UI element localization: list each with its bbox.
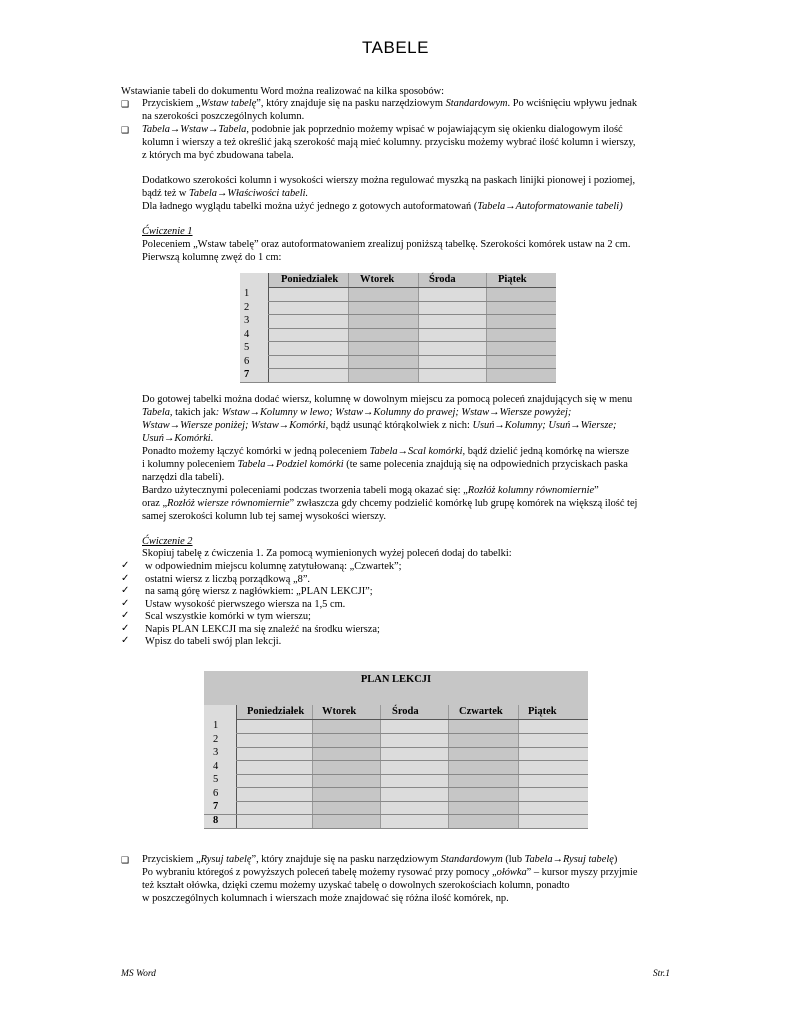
exercise2-item: na samą górę wiersz z nagłówkiem: „PLAN LEKCJI”; <box>145 586 373 597</box>
table2-row-number: 5 <box>213 774 219 785</box>
footer-left: MS Word <box>121 969 156 979</box>
item3-text: Przyciskiem „Rysuj tabelę”, który znajduje się na pasku narzędziowym Standardowym (lub Tabela→Rysuj tabelę) <box>142 854 618 865</box>
exercise1-heading: Ćwiczenie 1 <box>142 226 193 237</box>
exercise2-item: Ustaw wysokość pierwszego wiersza na 1,5 cm. <box>145 599 346 610</box>
table1-header-wednesday: Środa <box>429 274 456 285</box>
page-title: TABELE <box>362 38 429 57</box>
table1-row-number: 7 <box>244 369 250 380</box>
checkbox-bullet-icon: ❑ <box>121 126 130 136</box>
table2-row-number: 6 <box>213 788 219 799</box>
table2-row-number: 4 <box>213 761 219 772</box>
para3-line5: Ponadto możemy łączyć komórki w jedną poleceniem Tabela→Scal komórki, bądź dzielić jedną komórkę na wiersze <box>142 446 629 457</box>
table1-header-tuesday: Wtorek <box>360 274 395 285</box>
para3-line2: Tabela, takich jak: Wstaw→Kolumny w lewo; Wstaw→Kolumny do prawej; Wstaw→Wiersze powyżej; <box>142 407 572 418</box>
para3-line1: Do gotowej tabelki można dodać wiersz, kolumnę w dowolnym miejscu za pomocą poleceń znajdujących się w menu <box>142 394 633 405</box>
table-1 <box>240 273 556 383</box>
check-icon: ✓ <box>121 610 130 621</box>
item2-text: Tabela→Wstaw→Tabela, podobnie jak poprzednio możemy wpisać w pojawiającym się okienku dialogowym ilość <box>142 124 623 135</box>
exercise2-item: ostatni wiersz z liczbą porządkową „8”. <box>145 574 311 585</box>
para2-line2: bądź też w Tabela→Właściwości tabeli. <box>142 188 309 199</box>
para3-line8: Bardzo użytecznymi poleceniami podczas tworzenia tabeli mogą okazać się: „Rozłóż kolumny równomiernie” <box>142 485 599 496</box>
table1-row-number: 3 <box>244 315 250 326</box>
exercise2-item: Scal wszystkie komórki w tym wierszu; <box>145 611 311 622</box>
exercise2-item: w odpowiednim miejscu kolumnę zatytułowaną: „Czwartek”; <box>145 561 402 572</box>
table1-row-number: 1 <box>244 288 250 299</box>
check-icon: ✓ <box>121 598 130 609</box>
para3-line10: samej szerokości kolumn lub tej samej wysokości wierszy. <box>142 511 387 522</box>
item1-line2: na szerokości poszczególnych kolumn. <box>142 111 305 122</box>
para2-line1: Dodatkowo szerokości kolumn i wysokości wierszy można regulować myszką na paskach linijki pionowej i poziomej, <box>142 175 636 186</box>
para3-line7: narzędzi dla tabeli). <box>142 472 225 483</box>
item3-line4: w poszczególnych kolumnach i wierszach może znajdować się różna ilość komórek, np. <box>142 893 509 904</box>
table-2 <box>204 671 588 829</box>
check-icon: ✓ <box>121 560 130 571</box>
check-icon: ✓ <box>121 585 130 596</box>
table2-title: PLAN LEKCJI <box>360 674 432 685</box>
table2-header-wednesday: Środa <box>392 706 419 717</box>
exercise1-line2: Pierwszą kolumnę zwęź do 1 cm: <box>142 252 282 263</box>
exercise2-item: Wpisz do tabeli swój plan lekcji. <box>145 636 282 647</box>
footer-page-number: Str.1 <box>652 969 670 979</box>
table1-row-number: 2 <box>244 302 250 313</box>
para3-line9: oraz „Rozłóż wiersze równomiernie” zwłaszcza gdy chcemy podzielić komórkę lub grupę komórek na większą ilość tej <box>142 498 638 509</box>
table1-header-monday: Poniedziałek <box>281 274 339 285</box>
table2-header-friday: Piątek <box>528 706 557 717</box>
para3-line4: Usuń→Komórki. <box>142 433 214 444</box>
check-icon: ✓ <box>121 635 130 646</box>
checkbox-bullet-icon: ❑ <box>121 100 130 110</box>
para3-line6: i kolumny poleceniem Tabela→Podziel komórki (te same polecenia znajdują się na odpowiednich przyciskach paska <box>142 459 628 470</box>
table2-row-number: 1 <box>213 720 219 731</box>
table2-row-number: 2 <box>213 734 219 745</box>
exercise2-heading: Ćwiczenie 2 <box>142 536 193 547</box>
item3-line3: też kształt ołówka, dzięki czemu możemy uzyskać tabelę o dowolnych szerokościach kolumn, ponadto <box>142 880 570 891</box>
table1-row-number: 4 <box>244 329 250 340</box>
table2-row-number: 7 <box>213 801 219 812</box>
para2-line3: Dla ładnego wyglądu tabelki można użyć jednego z gotowych autoformatowań (Tabela→Autoformatowanie tabeli) <box>142 201 623 212</box>
check-icon: ✓ <box>121 573 130 584</box>
checkbox-bullet-icon: ❑ <box>121 856 130 866</box>
item2-line2: kolumn i wierszy a też określić jaką szerokość mają mieć kolumny. przycisku możemy wybrać ilość kolumn i wierszy, <box>142 137 636 148</box>
item1-text: Przyciskiem „Wstaw tabelę”, który znajduje się na pasku narzędziowym Standardowym. Po wciśnięciu wpływu jednak <box>142 98 638 109</box>
table2-header-tuesday: Wtorek <box>322 706 357 717</box>
table2-row-number: 3 <box>213 747 219 758</box>
item3-line2: Po wybraniu któregoś z powyższych poleceń tabelę możemy rysować przy pomocy „ołówka” – kursor myszy przyjmie <box>142 867 638 878</box>
exercise2-item: Napis PLAN LEKCJI ma się znaleźć na środku wiersza; <box>145 624 380 635</box>
table2-row-number: 8 <box>213 815 219 826</box>
item2-line3: z których ma być zbudowana tabela. <box>142 150 294 161</box>
table2-header-thursday: Czwartek <box>459 706 503 717</box>
para3-line3: Wstaw→Wiersze poniżej; Wstaw→Komórki, bądź usunąć którąkolwiek z nich: Usuń→Kolumny; Usuń→Wiersze; <box>142 420 617 431</box>
table1-row-number: 6 <box>244 356 250 367</box>
check-icon: ✓ <box>121 623 130 634</box>
table1-row-number: 5 <box>244 342 250 353</box>
intro-text: Wstawianie tabeli do dokumentu Word można realizować na kilka sposobów: <box>121 86 445 97</box>
exercise2-intro: Skopiuj tabelę z ćwiczenia 1. Za pomocą wymienionych wyżej poleceń dodaj do tabelki: <box>142 548 512 559</box>
exercise1-line1: Poleceniem „Wstaw tabelę” oraz autoformatowaniem zrealizuj poniższą tabelkę. Szerokości komórek ustaw na 2 cm. <box>142 239 631 250</box>
table2-header-monday: Poniedziałek <box>247 706 305 717</box>
table1-header-friday: Piątek <box>498 274 527 285</box>
